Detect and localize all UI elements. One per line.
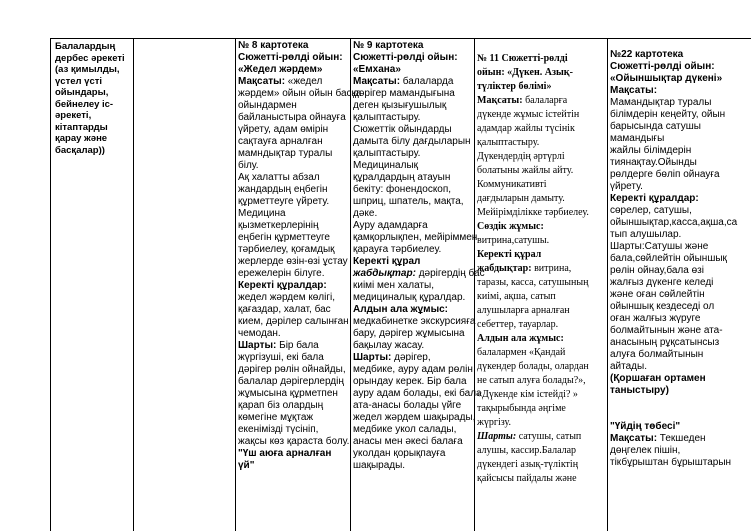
col4-line-text: № 11 Сюжетті-рөлді [477, 53, 568, 64]
col5-line [610, 313, 749, 325]
col3-line-text: қамқорлықпен, мейіріммен [353, 232, 478, 243]
col2-line-text: Керекті құралдар: [238, 280, 327, 291]
col5-line-text: рөлін ойнау,бала өзі [610, 265, 704, 276]
col5-line [610, 133, 749, 145]
col4-line-rest: сатушы, сатып [516, 431, 582, 442]
col3-line-rest: дәрігер, [391, 352, 431, 363]
col2-line-text: көмегіне мұқтаж [238, 412, 314, 423]
col3-line [353, 448, 472, 460]
col5-line-text: №22 картотека [610, 49, 684, 60]
col2-line-rest: «жедел [285, 76, 323, 87]
col2-line [238, 424, 348, 436]
col5-line-text: және оған сөйлейтін [610, 289, 705, 300]
col3-line [353, 40, 472, 52]
col2-line-text: мамндықтар туралы [238, 148, 333, 159]
col2-line-text: Сюжетті-рөлді ойын: [238, 52, 343, 63]
col5-line [610, 181, 749, 193]
col4-line-text: тақырыбында әңгіме [477, 403, 566, 414]
col2-line-text: ережелерін білуге. [238, 268, 325, 279]
col5-line-text: анасының рұқсатынсыз [610, 337, 720, 348]
col2-line [238, 304, 348, 316]
col2-line [238, 388, 348, 400]
col3-line-text: орындау керек. Бір бала [353, 376, 467, 387]
col5-line-text: жайлы білімдерін [610, 145, 692, 156]
col5-line [610, 169, 749, 181]
col2-line [238, 64, 348, 76]
col5-line-text: "Үйдің төбесі" [610, 421, 681, 432]
col5-line-text: Керекті құралдар: [610, 193, 699, 204]
col3-line [353, 76, 472, 88]
col5-line-text: дөңгелек пішін, [610, 445, 681, 456]
col2-line-text: еңбегін құрметтеуге [238, 232, 330, 243]
col2-line-text: дәрігер рөлін ойнайды, [238, 364, 346, 375]
col4-line [477, 318, 605, 332]
col3-line [353, 400, 472, 412]
col3-line [353, 376, 472, 388]
col5-line [610, 289, 749, 301]
col5-line [610, 277, 749, 289]
col4-line [477, 388, 605, 402]
col3-line-text: Сюжеттік ойындарды [353, 124, 452, 135]
col5-line-text: тікбұрыштан бұрыштарын [610, 457, 732, 468]
col5-line-text: Мақсаты: [610, 433, 658, 444]
col5-line [610, 325, 749, 337]
col2-line [238, 268, 348, 280]
col2-line-text: Медицина [238, 208, 286, 219]
col4-line-text: болатыны жайлы айту. [477, 165, 574, 176]
col4-line-text: алушыларға арналған [477, 305, 570, 316]
col4-line-text: таразы, касса, сатушының [477, 277, 589, 288]
col3-line-rest: дәрігердің бас [415, 268, 485, 279]
col3-line-text: анасы мен әкесі балаға [353, 436, 463, 447]
col3-line-text: Ауру адамдарға [353, 220, 428, 231]
col5-line [610, 157, 749, 169]
col4-line [477, 472, 605, 486]
col4-line-text: қайсысы пайдалы және [477, 473, 577, 484]
col4-line [477, 444, 605, 458]
col3-line [353, 352, 472, 364]
col5-line-text: үйрету. [610, 181, 643, 192]
col3-line [353, 328, 472, 340]
col5-line [610, 121, 749, 133]
col3-line [353, 232, 478, 244]
col3-line [353, 304, 472, 316]
col3-line-text: ата-анасы болады үйге [353, 400, 462, 411]
col4-line-rest: балаларға [522, 95, 568, 106]
col4-line [477, 360, 605, 374]
col3-line-text: дәке. [353, 208, 378, 219]
col5-line [610, 301, 749, 313]
col3-line [353, 436, 472, 448]
col3-line-text: Мақсаты: [353, 76, 401, 87]
col2-line-text: байланыстыра ойнауға [238, 112, 346, 123]
col3-line [353, 424, 472, 436]
col2-line [238, 148, 348, 160]
col3-line [353, 208, 472, 220]
col2-line-text: жұмысына құрметпен [238, 388, 338, 399]
activity-type-line-1: дербес әрекеті (аз қимылды, үстел үсті ойындары, бейнелеу іс-әрекеті, кітаптарды қарау және басқалар)) [55, 52, 125, 156]
col5-line-rest: Текшеден [657, 433, 706, 444]
col3-line-text: қалыптастыру. [353, 148, 421, 159]
col2-line [238, 100, 348, 112]
col2-line [238, 220, 348, 232]
col2-line [238, 196, 348, 208]
col5-line-text: таныстыру) [610, 385, 669, 396]
col3-line-text: медбике укол салады, [353, 424, 457, 435]
col3-line-text: бекіту: фонендоскоп, [353, 184, 452, 195]
col4-line [477, 206, 605, 220]
col4-line [477, 458, 605, 472]
col5-line-text: жалғыз дүкенге келеді [610, 277, 714, 288]
col3-line [353, 256, 472, 268]
col5-line-text: Сюжетті-рөлді ойын: [610, 61, 715, 72]
col5-line [610, 241, 749, 253]
col5-line-text: бала,сөйлейтін ойыншық [610, 253, 727, 264]
col4-line-text: Мақсаты: [477, 95, 523, 106]
col2-line-text: ойындармен [238, 100, 297, 111]
col5-line [610, 109, 749, 121]
col4-line-text: жабдықтар: [477, 263, 532, 274]
col3-line [353, 268, 485, 280]
col3-line [353, 112, 472, 124]
col4-line-text: жүргізу. [477, 417, 512, 428]
col2-line-text: Ақ халатты абзал [238, 172, 320, 183]
col3-line-text: қалыптастыру. [353, 112, 421, 123]
card-9-cell [351, 39, 485, 531]
col2-line [238, 160, 348, 172]
col3-line-text: Сюжетті-рөлді ойын: [353, 52, 458, 63]
col5-line-text: барысында сатушы [610, 121, 701, 132]
col2-line-text: сақтауға арналған [238, 136, 323, 147]
col2-line-text: балалар дәрігерлердің [238, 376, 344, 387]
col5-line-text: Мамандықтар туралы [610, 97, 712, 108]
activity-type-cell [51, 39, 134, 531]
col3-line [353, 64, 472, 76]
col3-line [353, 124, 472, 136]
col4-line [477, 304, 605, 318]
col4-line-text: не сатып алуға болады?», [477, 375, 586, 386]
col5-line-text: алуға болмайтынын [610, 349, 704, 360]
col3-line-text: Керекті құрал [353, 256, 421, 267]
col2-line-text: Мақсаты: [238, 76, 286, 87]
col4-line [477, 164, 605, 178]
col3-line-text: уколдан қорықпауға [353, 448, 446, 459]
col3-line [353, 316, 476, 328]
col3-line [353, 220, 472, 232]
col2-line [238, 436, 348, 448]
col4-line [477, 332, 605, 346]
col4-line-text: «Дүкенде кім істейді? » [477, 389, 578, 400]
col4-line [477, 66, 605, 80]
col2-line [238, 448, 348, 460]
col4-line [477, 220, 605, 234]
col4-line [477, 234, 605, 248]
col3-line-text: киімі мен халаты, [353, 280, 434, 291]
col5-line [610, 97, 749, 109]
col3-line-text: дамыта білу дағдыларын [353, 136, 471, 147]
col4-line [477, 416, 605, 430]
col2-line [238, 280, 348, 292]
col3-line-text: № 9 картотека [353, 40, 424, 51]
col2-line-text: жәрдем» ойын ойын басқа [238, 88, 362, 99]
col2-line [238, 340, 348, 352]
col3-line-text: деген қызығушылық [353, 100, 447, 111]
col5-line-text: ойыншықтар,касса,ақша,са [610, 217, 738, 228]
col2-line-text: жерлерде өзін-өзі ұстау [238, 256, 348, 267]
col2-line-text: жандардың еңбегін [238, 184, 328, 195]
col2-line-text: № 8 картотека [238, 40, 309, 51]
col3-line-text: жабдықтар: [353, 268, 416, 279]
col3-line-rest: балаларда [400, 76, 454, 87]
col5-line-text: «Ойыншықтар дүкені» [610, 73, 723, 84]
col3-line-text: бару, дәрігер жұмысына [353, 328, 465, 339]
col5-line [610, 265, 749, 277]
col5-line-text: оған жалғыз жүруге [610, 313, 701, 324]
col3-line-text: құралдардың атауын [353, 172, 451, 183]
col4-line [477, 192, 605, 206]
col4-line [477, 52, 605, 66]
col4-line-text: витрина,сатушы. [477, 235, 550, 246]
col4-line-text: алушы, кассир.Балалар [477, 445, 577, 456]
col3-line [353, 460, 472, 472]
col4-line [477, 290, 605, 304]
col4-line [477, 150, 605, 164]
col4-line-text: себеттер, тауарлар. [477, 319, 559, 330]
col3-line [353, 292, 472, 304]
col2-line-text: кием, дәрілер салынған [238, 316, 349, 327]
col2-line-text: жедел жәрдем көлігі, [238, 292, 335, 303]
col3-line [353, 160, 472, 172]
col5-line-text: Шарты:Сатушы және [610, 241, 709, 252]
col2-line-text: Шарты: [238, 340, 277, 351]
col5-line [610, 373, 749, 385]
col2-line [238, 292, 348, 304]
col2-line [238, 328, 348, 340]
col4-line-text: Дүкендердің әртүрлі [477, 151, 565, 162]
col3-line-text: медициналық құралдар. [353, 292, 466, 303]
col4-line-text: дүкендегі азық-түліктің [477, 459, 579, 470]
col5-line [610, 337, 749, 349]
col2-line-text: екенімізді түсініп, [238, 424, 319, 435]
col3-line-text: «Емхана» [353, 64, 401, 75]
col5-line-text: тып алушылар. [610, 229, 682, 240]
col3-line-text: шақырады. [353, 460, 406, 471]
card-22-cell [608, 39, 751, 531]
col5-line-text: ойыншық кездеседі ол [610, 301, 715, 312]
col5-line-text: мамандығы [610, 133, 665, 144]
col4-line-text: Алдын ала жұмыс: [477, 333, 564, 344]
col2-line-text: чемодан. [238, 328, 281, 339]
col3-line [353, 244, 472, 256]
col2-line [238, 172, 348, 184]
col2-line [238, 208, 348, 220]
col5-line [610, 217, 749, 229]
col3-line-text: Алдын ала жұмыс: [353, 304, 449, 315]
col5-line [610, 61, 749, 73]
col2-line [238, 232, 348, 244]
col3-line [353, 388, 482, 400]
col5-line [610, 445, 749, 457]
col5-line-text: (Қоршаған ортамен [610, 373, 706, 384]
col5-line [610, 49, 749, 61]
col5-line-text: болмайтынын және ата- [610, 325, 723, 336]
col2-line [238, 376, 348, 388]
col2-line [238, 256, 348, 268]
col4-line [477, 430, 605, 444]
col3-line [353, 412, 476, 424]
col3-line-text: қарауға тәрбиелеу. [353, 244, 442, 255]
col5-line [610, 253, 749, 265]
col2-line [238, 88, 362, 100]
col5-line [610, 85, 749, 97]
col4-line-text: дүкенде жұмыс істейтін [477, 109, 580, 120]
col3-line-text: Шарты: [353, 352, 392, 363]
col4-line [477, 248, 605, 262]
col3-line [353, 88, 472, 100]
col4-line-text: балалармен «Қандай [477, 347, 566, 358]
col4-line-text: Шарты: [477, 431, 517, 442]
card-8-cell [236, 39, 362, 531]
col5-line-text: айтады. [610, 361, 647, 372]
col4-line-text: дағдыларын дамыту. [477, 193, 565, 204]
col3-line-text: медбике, ауру адам рөлін [353, 364, 473, 375]
col3-line [353, 148, 472, 160]
col3-line-text: ауру адам болады, екі бала [353, 388, 482, 399]
col2-line [238, 316, 348, 328]
col3-line [353, 340, 472, 352]
col4-line-text: киімі, ақша, сатып [477, 291, 556, 302]
col4-line [477, 374, 605, 388]
col3-line [353, 364, 472, 376]
col5-line-text: тиянақтау.Ойынды [610, 157, 697, 168]
col2-line-text: «Жедел жәрдем» [238, 64, 323, 75]
col2-line [238, 136, 348, 148]
col3-line [353, 184, 472, 196]
col5-line [610, 73, 749, 85]
col5-line-text: білімдерін кеңейту, ойын [610, 109, 726, 120]
col2-line-text: жүргізуші, екі бала [238, 352, 324, 363]
col2-line-text: қағаздар, халат, бас [238, 304, 331, 315]
col4-line-text: қалыптастыру. [477, 137, 540, 148]
col5-spacer [610, 409, 749, 421]
col5-line-text: сөрелер, сатушы, [610, 205, 692, 216]
col4-line-text: адамдар жайлы түсінік [477, 123, 575, 134]
col5-spacer [610, 397, 749, 409]
col2-line [238, 244, 348, 256]
col4-line-text: Мейірімділікке тәрбиелеу. [477, 207, 589, 218]
col4-line [477, 346, 605, 360]
col4-line [477, 94, 605, 108]
col2-line [238, 184, 348, 196]
col2-line [238, 52, 348, 64]
empty-cell [134, 39, 236, 531]
col4-line-text: түліктер бөлімі» [477, 81, 552, 92]
col4-line-text: Сөздік жұмыс: [477, 221, 544, 232]
col4-line [477, 108, 605, 122]
col3-line-text: шприц, шпатель, мақта, [353, 196, 464, 207]
col2-line [238, 400, 348, 412]
col3-line [353, 100, 472, 112]
col4-line [477, 80, 605, 94]
col2-line-text: қарап біз олардың [238, 400, 324, 411]
col3-line-text: медкабинетке экскурсияға [353, 316, 476, 327]
col5-line [610, 193, 749, 205]
col5-line [610, 361, 749, 373]
col2-line [238, 364, 348, 376]
col5-line [610, 229, 749, 241]
col3-line [353, 136, 472, 148]
col2-line [238, 352, 348, 364]
col4-line [477, 136, 605, 150]
col2-line-text: үй" [238, 460, 255, 471]
col2-line [238, 124, 348, 136]
col4-line [477, 276, 605, 290]
col2-line [238, 40, 348, 52]
col3-line [353, 172, 472, 184]
col5-line-text: Мақсаты: [610, 85, 658, 96]
plan-table [50, 38, 751, 531]
col5-line [610, 433, 749, 445]
col2-line-text: қызметкерлерінің [238, 220, 319, 231]
col2-line [238, 112, 348, 124]
col2-line [238, 460, 348, 472]
col3-line-text: жедел жәрдем шақырады, [353, 412, 476, 423]
col5-line [610, 205, 749, 217]
col5-line [610, 421, 749, 433]
col2-line-text: үйрету, адам өмірін [238, 124, 329, 135]
col5-line [610, 349, 749, 361]
card-11-cell [475, 39, 608, 531]
col4-line [477, 262, 605, 276]
col4-line-text: Коммуникативті [477, 179, 547, 190]
col4-line [477, 178, 605, 192]
col3-line [353, 52, 472, 64]
col3-line [353, 280, 472, 292]
col4-line [477, 402, 605, 416]
col2-line-rest: Бір бала [276, 340, 319, 351]
col2-line-text: білу. [238, 160, 259, 171]
col3-line-text: Медициналық [353, 160, 418, 171]
col2-line-text: "Үш аюға арналған [238, 448, 332, 459]
col2-line [238, 76, 348, 88]
col2-line-text: тәрбиелеу, қоғамдық [238, 244, 335, 255]
col4-line-rest: витрина, [531, 263, 572, 274]
col5-line [610, 385, 749, 397]
col2-line [238, 412, 348, 424]
col3-line [353, 196, 472, 208]
col3-line-text: бақылау жасау. [353, 340, 425, 351]
col4-line-text: ойын: «Дүкен. Азық- [477, 67, 573, 78]
col5-line-text: рөлдерге бөліп ойнауға [610, 169, 720, 180]
col2-line-text: құрметтеуге үйрету. [238, 196, 330, 207]
col5-line [610, 457, 749, 469]
col4-line-text: дүкендер болады, олардан [477, 361, 589, 372]
col4-line-text: Керекті құрал [477, 249, 542, 260]
col2-line-text: жақсы көз қараста болу. [238, 436, 350, 447]
col3-line-text: дәрігер мамандығына [353, 88, 455, 99]
activity-type-line-0: Балалардың [55, 41, 116, 52]
col5-line [610, 145, 749, 157]
col4-line [477, 122, 605, 136]
